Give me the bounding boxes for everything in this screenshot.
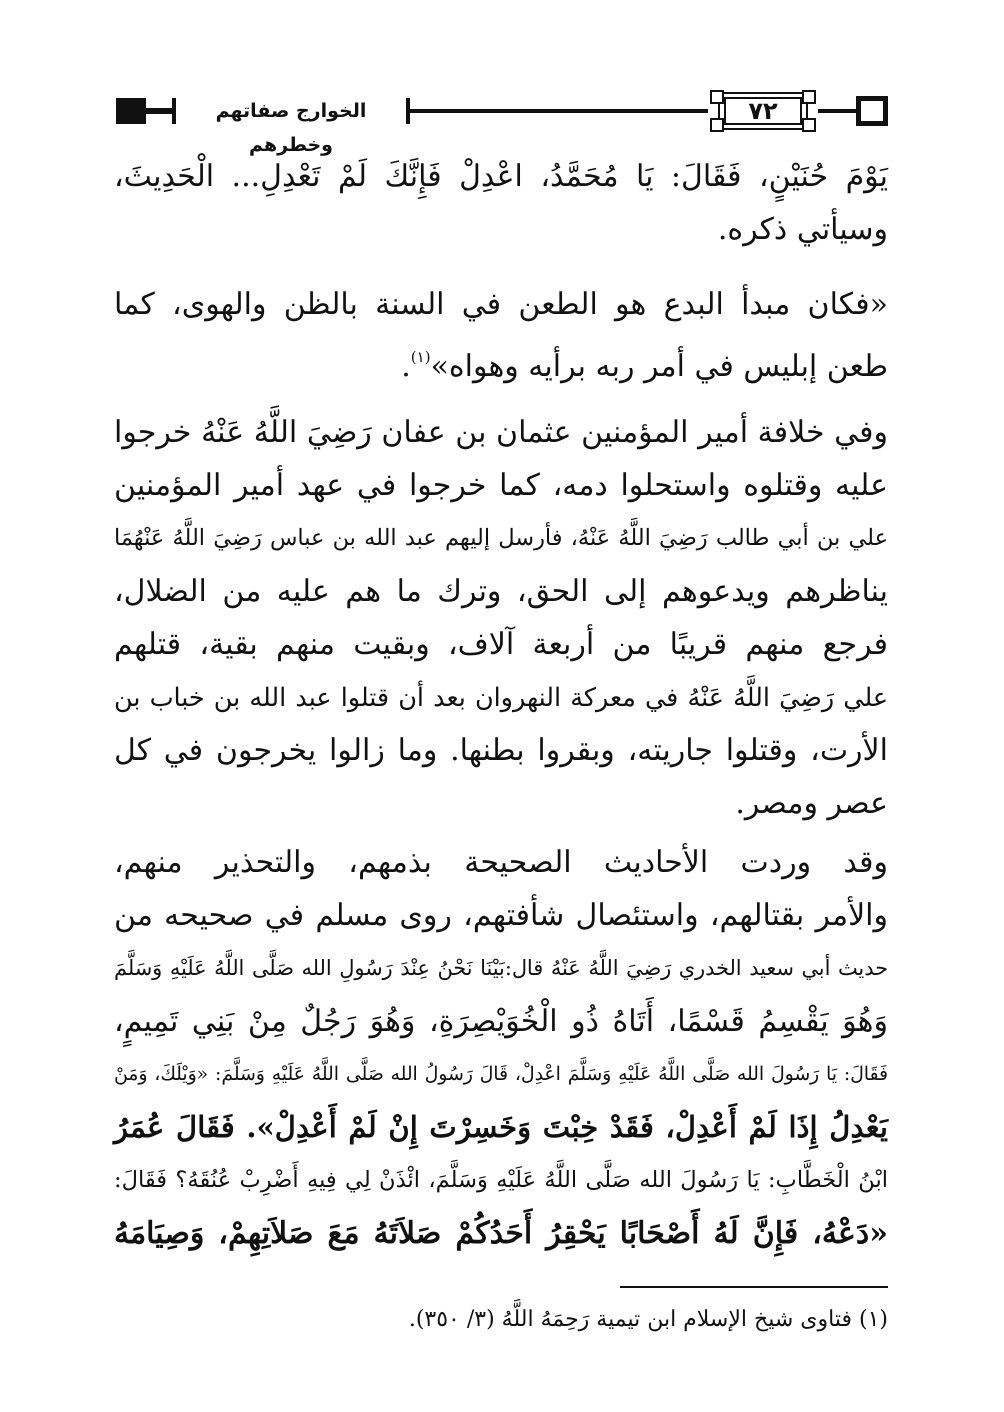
page-number-frame [708, 92, 818, 132]
text-line: وقد وردت الأحاديث الصحيحة بذمهم، والتحذير منهم، [114, 845, 888, 880]
text-line: ابْنُ الْخَطَّابِ: يَا رَسُولَ الله صَلَّى اللَّهُ عَلَيْهِ وَسَلَّمَ، ائْذَنْ لِي فِيهِ أَضْرِبْ عُنُقَهُ؟ فَقَالَ: [114, 1167, 888, 1193]
running-title: الخوارج صفاتهم وخطرهم [215, 100, 367, 156]
paragraph-4 [114, 836, 888, 1260]
text-line: وسيأتي ذكره. [717, 212, 888, 247]
paragraph-3 [114, 406, 888, 830]
header-ornament-bar [146, 108, 172, 114]
paragraph-2 [114, 278, 888, 384]
text-line: وَهُوَ يَقْسِمُ قَسْمًا، أَتَاهُ ذُو الْخُوَيْصِرَةِ، وَهُوَ رَجُلٌ مِنْ بَنِي تَمِيمٍ، [114, 1004, 888, 1039]
footnote-ref: (١) [410, 348, 431, 366]
header-rule [818, 109, 858, 113]
text-line: عليه وقتلوه واستحلوا دمه، كما خرجوا في عهد أمير المؤمنين [114, 468, 888, 503]
footnote: (١) فتاوى شيخ الإسلام ابن تيمية رَحِمَهُ اللَّهُ (٣/ ٣٥٠). [408, 1307, 888, 1332]
text-line: عصر ومصر. [735, 786, 888, 821]
text-line: علي بن أبي طالب رَضِيَ اللَّهُ عَنْهُ، فأرسل إليهم عبد الله بن عباس رَضِيَ اللَّهُ عَنْهُمَا [114, 525, 888, 551]
text-line: والأمر بقتالهم، واستئصال شأفتهم، روى مسلم في صحيحه من [114, 898, 888, 933]
header-rule [410, 109, 708, 113]
header-ornament-block [116, 98, 146, 124]
hadith-quote-line: «دَعْهُ، فَإِنَّ لَهُ أَصْحَابًا يَحْقِرُ أَحَدُكُمْ صَلاَتَهُ مَعَ صَلاَتِهِمْ، وَصِيَامَهُ [114, 1216, 888, 1251]
text-line: يَوْمَ حُنَيْنٍ، فَقَالَ: يَا مُحَمَّدُ، اعْدِلْ فَإِنَّكَ لَمْ تَعْدِلِ... الْحَدِيثَ، [114, 159, 888, 194]
text-line: فَقَالَ: يَا رَسُولَ الله صَلَّى اللَّهُ عَلَيْهِ وَسَلَّمَ اعْدِلْ، قَالَ رَسُولُ الله صَلَّى اللَّهُ عَلَيْهِ وَسَلَّمَ: «وَيْلَكَ، وَمَنْ [114, 1064, 888, 1085]
footnote-separator [620, 1286, 888, 1288]
paragraph-1 [114, 150, 888, 256]
text-line: طعن إبليس في أمر ربه برأيه وهواه»$^{(١)}$. [401, 348, 888, 384]
text-line: حديث أبي سعيد الخدري رَضِيَ اللَّهُ عَنْهُ قال:بَيْنَا نَحْنُ عِنْدَ رَسُولِ الله صَلَّى اللَّهُ عَلَيْهِ وَسَلَّمَ [114, 956, 888, 980]
page-header [116, 92, 890, 156]
text-line: «فكان مبدأ البدع هو الطعن في السنة بالظن والهوى، كما [114, 287, 888, 322]
text-line: يناظرهم ويدعوهم إلى الحق، وترك ما هم عليه من الضلال، [114, 574, 888, 609]
text-line: الأرت، وقتلوا جاريته، وبقروا بطنها. وما زالوا يخرجون في كل [114, 733, 888, 768]
text-line: علي رَضِيَ اللَّهُ عَنْهُ في معركة النهروان بعد أن قتلوا عبد الله بن خباب بن [114, 682, 888, 712]
text-line: فرجع منهم قريبًا من أربعة آلاف، وبقيت منهم بقية، قتلهم [114, 627, 888, 662]
page-number: ٧٢ [748, 97, 778, 125]
hadith-quote-line: يَعْدِلُ إِذَا لَمْ أَعْدِلْ، فَقَدْ خِبْتَ وَخَسِرْتَ إِنْ لَمْ أَعْدِلْ». فَقَالَ عُمَرُ [114, 1110, 888, 1144]
header-ornament-box [856, 96, 888, 126]
text-line: وفي خلافة أمير المؤمنين عثمان بن عفان رَضِيَ اللَّهُ عَنْهُ خرجوا [114, 415, 888, 450]
